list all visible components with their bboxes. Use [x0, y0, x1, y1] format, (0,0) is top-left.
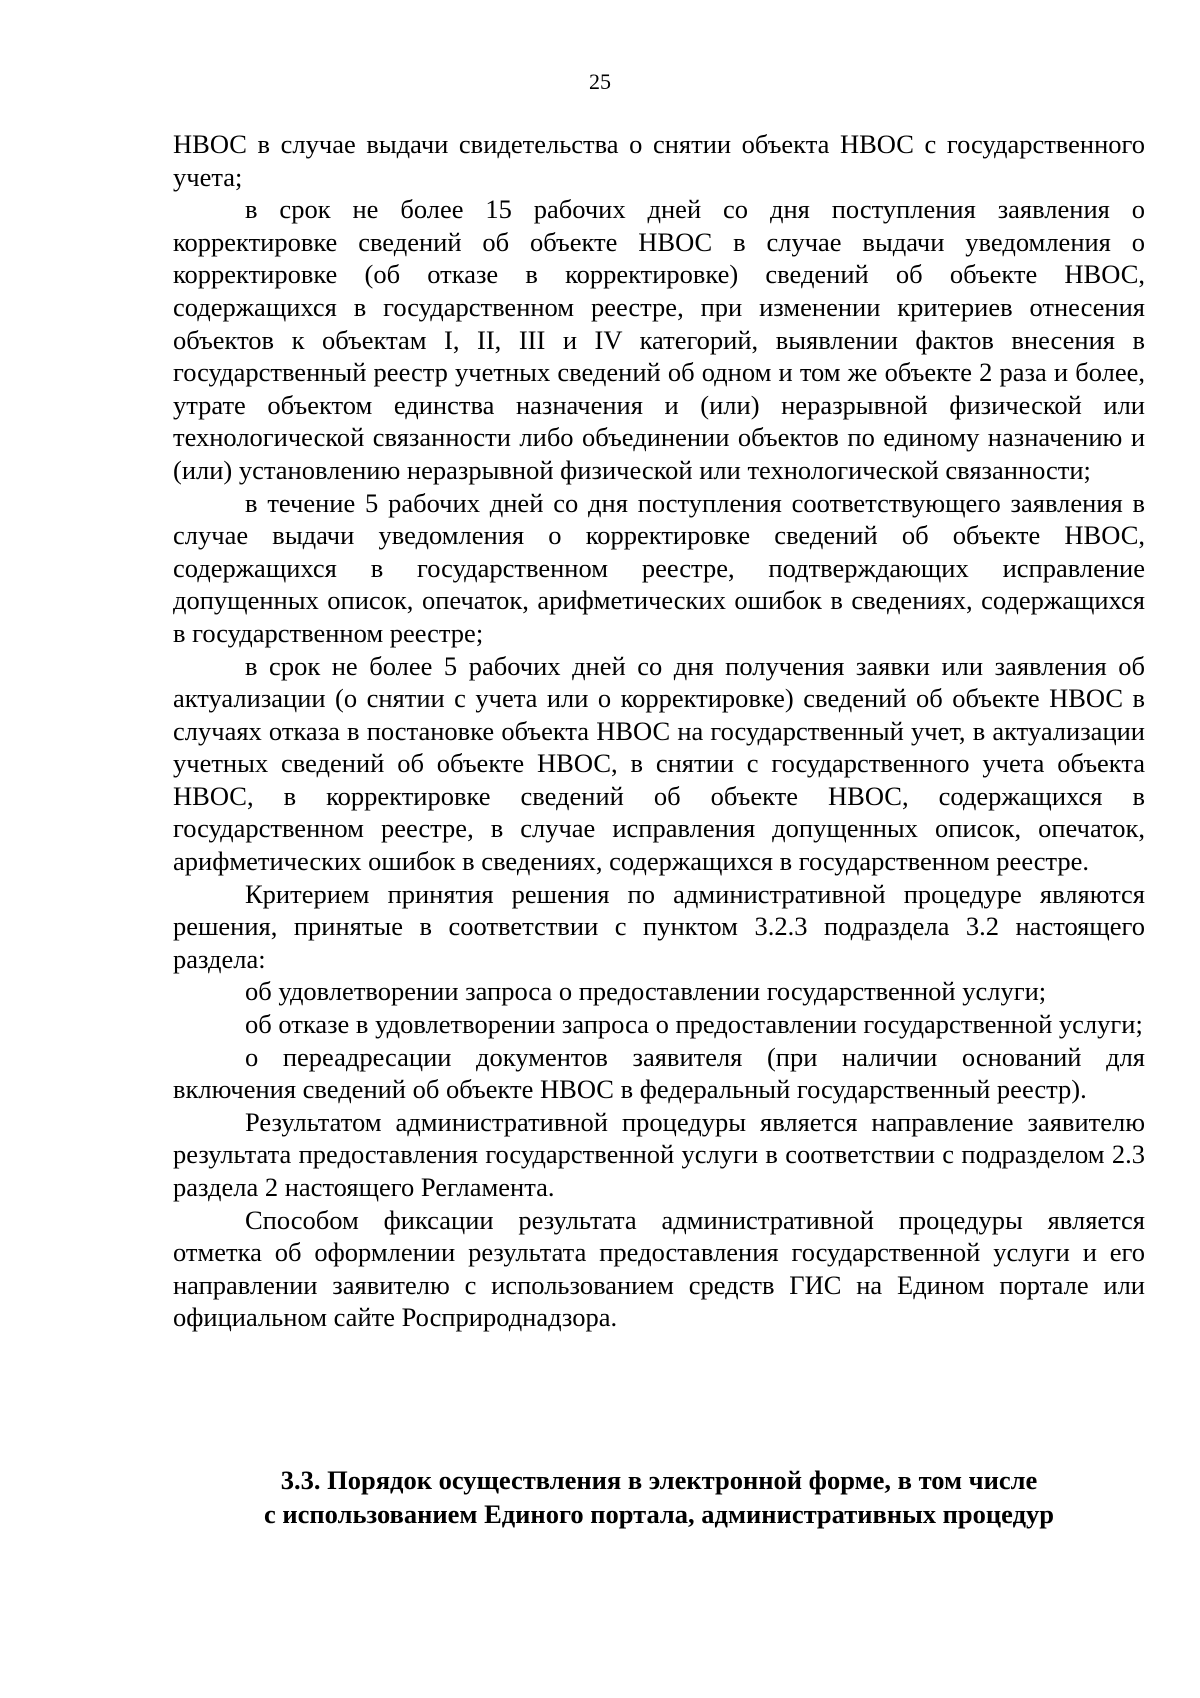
paragraph: в течение 5 рабочих дней со дня поступления соответствующего заявления в случае выдачи уведомления о корректировке сведений об объекте НВОС, содержащихся в государственном реестре, подтверждающих исправление допущенных описок, опечаток, арифметических ошибок в сведениях, содержащихся в государственном реестре;: [173, 487, 1145, 648]
paragraph: о переадресации документов заявителя (при наличии оснований для включения сведений об объекте НВОС в федеральный государственный реестр).: [173, 1041, 1145, 1105]
section-heading: [173, 1463, 1145, 1531]
paragraph: Критерием принятия решения по административной процедуре являются решения, принятые в соответствии с пунктом 3.2.3 подраздела 3.2 настоящего раздела:: [173, 878, 1145, 974]
paragraph: в срок не более 15 рабочих дней со дня поступления заявления о корректировке сведений об объекте НВОС в случае выдачи уведомления о корректировке (об отказе в корректировке) сведений об объекте НВОС, содержащихся в государственном реестре, при изменении критериев отнесения объектов к объектам I, II, III и IV категорий, выявлении фактов внесения в государственный реестр учетных сведений об одном и том же объекте 2 раза и более, утрате объектом единства назначения и (или) неразрывной физической или технологической связанности либо объединении объектов по единому назначению и (или) установлению неразрывной физической или технологической связанности;: [173, 194, 1145, 485]
section-heading-line: с использованием Единого портала, административных процедур: [264, 1499, 1054, 1529]
page-number: 25: [589, 69, 611, 94]
paragraph: Способом фиксации результата административной процедуры является отметка об оформлении результата предоставления государственной услуги и его направлении заявителю с использованием средств ГИС на Едином портале или официальном сайте Росприроднадзора.: [173, 1204, 1145, 1333]
paragraph: Результатом административной процедуры является направление заявителю результата предоставления государственной услуги в соответствии с подразделом 2.3 раздела 2 настоящего Регламента.: [173, 1106, 1145, 1202]
paragraph: НВОС в случае выдачи свидетельства о снятии объекта НВОС с государственного учета;: [173, 129, 1145, 192]
document-body: [173, 128, 1145, 1334]
paragraph: об отказе в удовлетворении запроса о предоставлении государственной услуги;: [245, 1009, 1143, 1040]
paragraph: в срок не более 5 рабочих дней со дня получения заявки или заявления об актуализации (о снятии с учета или о корректировке) сведений об объекте НВОС в случаях отказа в постановке объекта НВОС на государственный учет, в актуализации учетных сведений об объекте НВОС, в снятии с государственного учета объекта НВОС, в корректировке сведений об объекте НВОС, содержащихся в государственном реестре, в случае исправления допущенных описок, опечаток, арифметических ошибок в сведениях, содержащихся в государственном реестре.: [173, 650, 1145, 877]
paragraph: об удовлетворении запроса о предоставлении государственной услуги;: [245, 976, 1047, 1007]
section-heading-line: 3.3. Порядок осуществления в электронной форме, в том числе: [280, 1465, 1038, 1495]
